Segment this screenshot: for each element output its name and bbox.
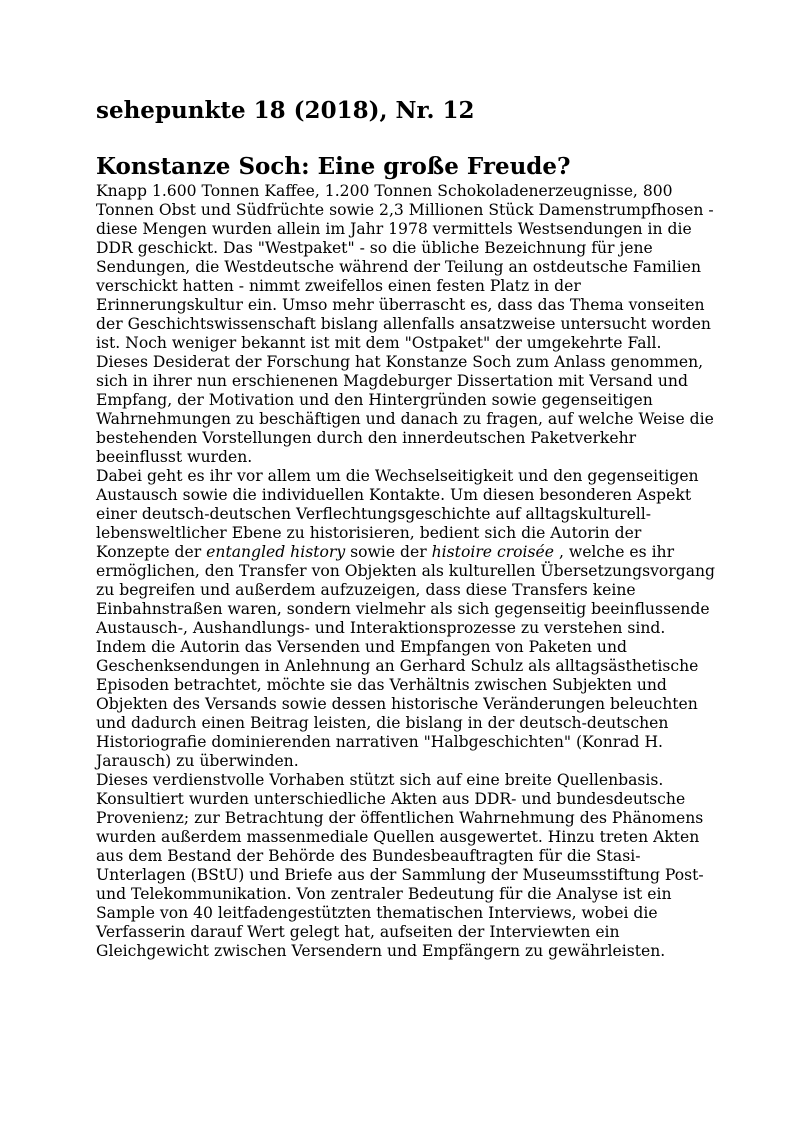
paragraph-2-text-c: , welche es ihr ermöglichen, den Transfer von Objekten als kulturellen Übersetzungsvorgang zu begreifen und außerdem aufzuzeigen, dass diese Transfers keine Einbahnstraßen waren, sondern vielmehr als sich gegenseitig beeinflussende Austausch-, Aushandlungs- und Interaktionsprozesse zu verstehen sind. Indem die Autorin das Versenden und Empfangen von Paketen und Geschenksendungen in Anlehnung an Gerhard Schulz als alltagsästhetische Episoden betrachtet, möchte sie das Verhältnis zwischen Subjekten und Objekten des Versands sowie dessen historische Veränderungen beleuchten und dadurch einen Beitrag leisten, die bislang in der deutsch-deutschen Historiografie dominierenden narrativen "Halbgeschichten" (Konrad H. Jarausch) zu überwinden. (96, 543, 716, 770)
journal-header: sehepunkte 18 (2018), Nr. 12 (96, 97, 475, 124)
article-body (96, 182, 716, 961)
term-entangled-history: entangled history (206, 543, 346, 561)
paragraph-1: Knapp 1.600 Tonnen Kaffee, 1.200 Tonnen Schokoladenerzeugnisse, 800 Tonnen Obst und Südfrüchte sowie 2,3 Millionen Stück Damenstrumpfhosen - diese Mengen wurden allein im Jahr 1978 vermittels Westsendungen in die DDR geschickt. Das "Westpaket" - so die übliche Bezeichnung für jene Sendungen, die Westdeutsche während der Teilung an ostdeutsche Familien verschickt hatten - nimmt zweifellos einen festen Platz in der Erinnerungskultur ein. Umso mehr überrascht es, dass das Thema vonseiten der Geschichtswissenschaft bislang allenfalls ansatzweise untersucht worden ist. Noch weniger bekannt ist mit dem "Ostpaket" der umgekehrte Fall. Dieses Desiderat der Forschung hat Konstanze Soch zum Anlass genommen, sich in ihrer nun erschienenen Magdeburger Dissertation mit Versand und Empfang, der Motivation und den Hintergründen sowie gegenseitigen Wahrnehmungen zu beschäftigen und danach zu fragen, auf welche Weise die bestehenden Vorstellungen durch den innerdeutschen Paketverkehr beeinflusst wurden. (96, 182, 714, 466)
article-title: Konstanze Soch: Eine große Freude? (96, 153, 571, 180)
term-histoire-croisee: histoire croisée (431, 543, 554, 561)
paragraph-2-text-a: Dabei geht es ihr vor allem um die Wechselseitigkeit und den gegenseitigen Austausch sowie die individuellen Kontakte. Um diesen besonderen Aspekt einer deutsch-deutschen Verflechtungsgeschichte auf alltagskulturell-lebensweltlicher Ebene zu historisieren, bedient sich die Autorin der Konzepte der (96, 467, 699, 561)
paragraph-2 (96, 467, 716, 771)
paragraph-3: Dieses verdienstvolle Vorhaben stützt sich auf eine breite Quellenbasis. Konsultiert wurden unterschiedliche Akten aus DDR- und bundesdeutsche Provenienz; zur Betrachtung der öffentlichen Wahrnehmung des Phänomens wurden außerdem massenmediale Quellen ausgewertet. Hinzu treten Akten aus dem Bestand der Behörde des Bundesbeauftragten für die Stasi-Unterlagen (BStU) und Briefe aus der Sammlung der Museumsstiftung Post- und Telekommunikation. Von zentraler Bedeutung für die Analyse ist ein Sample von 40 leitfadengestützten thematischen Interviews, wobei die Verfasserin darauf Wert gelegt hat, aufseiten der Interviewten ein Gleichgewicht zwischen Versendern und Empfängern zu gewährleisten. (96, 771, 704, 960)
document-page (96, 96, 716, 961)
paragraph-2-text-b: sowie der (345, 543, 432, 561)
